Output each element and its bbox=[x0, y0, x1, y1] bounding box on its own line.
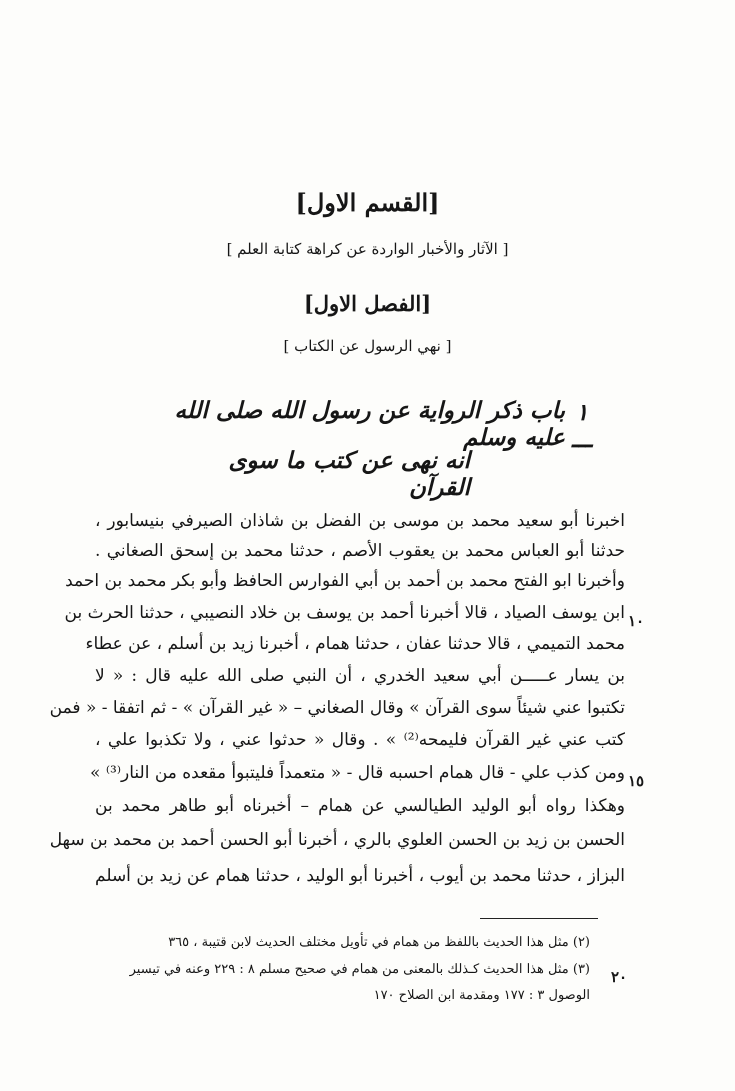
chapter-subheading: [ نهي الرسول عن الكتاب ] bbox=[283, 337, 452, 355]
body-line-9: ومن كذب علي - قال همام احسبه قال - « متعمداً فليتبوأ مقعده من النار⁽³⁾ » bbox=[90, 763, 625, 783]
bab-title-line-1: باب ذكر الرواية عن رسول الله صلى الله عليه وسلم bbox=[174, 397, 565, 451]
body-line-1: اخبرنا أبو سعيد محمد بن موسى بن الفضل بن شاذان الصيرفي بنيسابور ، bbox=[95, 511, 625, 531]
footnote-2: (٢) مثل هذا الحديث باللفظ من همام في تأويل مختلف الحديث لابن قتيبة ، ٣٦٥ bbox=[168, 935, 590, 950]
line-marker-10: ١٠ bbox=[627, 612, 645, 630]
section-subheading: [ الآثار والأخبار الواردة عن كراهة كتابة العلم ] bbox=[226, 240, 509, 258]
footnote-3: (٣) مثل هذا الحديث كـذلك بالمعنى من همام في صحيح مسلم ٨ : ٢٢٩ وعنه في تيسير bbox=[129, 962, 590, 977]
body-line-2: حدثنا أبو العباس محمد بن يعقوب الأصم ، حدثنا محمد بن إسحق الصغاني . bbox=[95, 541, 625, 561]
body-line-6: بن يسار عـــــن أبي سعيد الخدري ، أن النبي صلى الله عليه قال : « لا bbox=[95, 666, 625, 686]
bab-title-line-2: انه نهى عن كتب ما سوى القرآن bbox=[228, 447, 470, 501]
body-line-8: كتب عني غير القرآن فليمحه⁽²⁾ » . وقال « حدثوا عني ، ولا تكذبوا علي ، bbox=[95, 730, 625, 750]
chapter-heading: [الفصل الاول] bbox=[303, 291, 432, 316]
body-line-5: محمد التميمي ، قالا حدثنا عفان ، حدثنا همام ، أخبرنا زيد بن أسلم ، عن عطاء bbox=[85, 634, 625, 654]
body-line-7: تكتبوا عني شيئاً سوى القرآن » وقال الصغاني – « غير القرآن » - ثم اتفقا - « فمن bbox=[49, 698, 625, 718]
line-marker-15: ١٥ bbox=[627, 772, 645, 790]
footnote-divider bbox=[480, 918, 598, 919]
body-line-10: وهكذا رواه أبو الوليد الطيالسي عن همام – أخبرناه أبو طاهر محمد بن bbox=[95, 796, 625, 816]
body-line-12: البزاز ، حدثنا محمد بن أيوب ، أخبرنا أبو الوليد ، حدثنا همام عن زيد بن أسلم bbox=[95, 866, 625, 886]
section-heading: [القسم الاول] bbox=[295, 188, 440, 217]
footnote-3-continued: الوصول ٣ : ١٧٧ ومقدمة ابن الصلاح ١٧٠ bbox=[373, 988, 590, 1003]
line-marker-20: ٢٠ bbox=[610, 968, 628, 986]
bab-number: ١ ـــ bbox=[571, 399, 593, 453]
body-line-11: الحسن بن زيد بن الحسن العلوي بالري ، أخبرنا أبو الحسن أحمد بن محمد بن سهل bbox=[49, 830, 625, 850]
body-line-3: وأخبرنا ابو الفتح محمد بن أحمد بن أبي الفوارس الحافظ وأبو بكر محمد بن احمد bbox=[65, 571, 625, 591]
body-line-4: ابن يوسف الصياد ، قالا أخبرنا أحمد بن يوسف بن خلاد النصيبي ، حدثنا الحرث بن bbox=[64, 603, 625, 623]
